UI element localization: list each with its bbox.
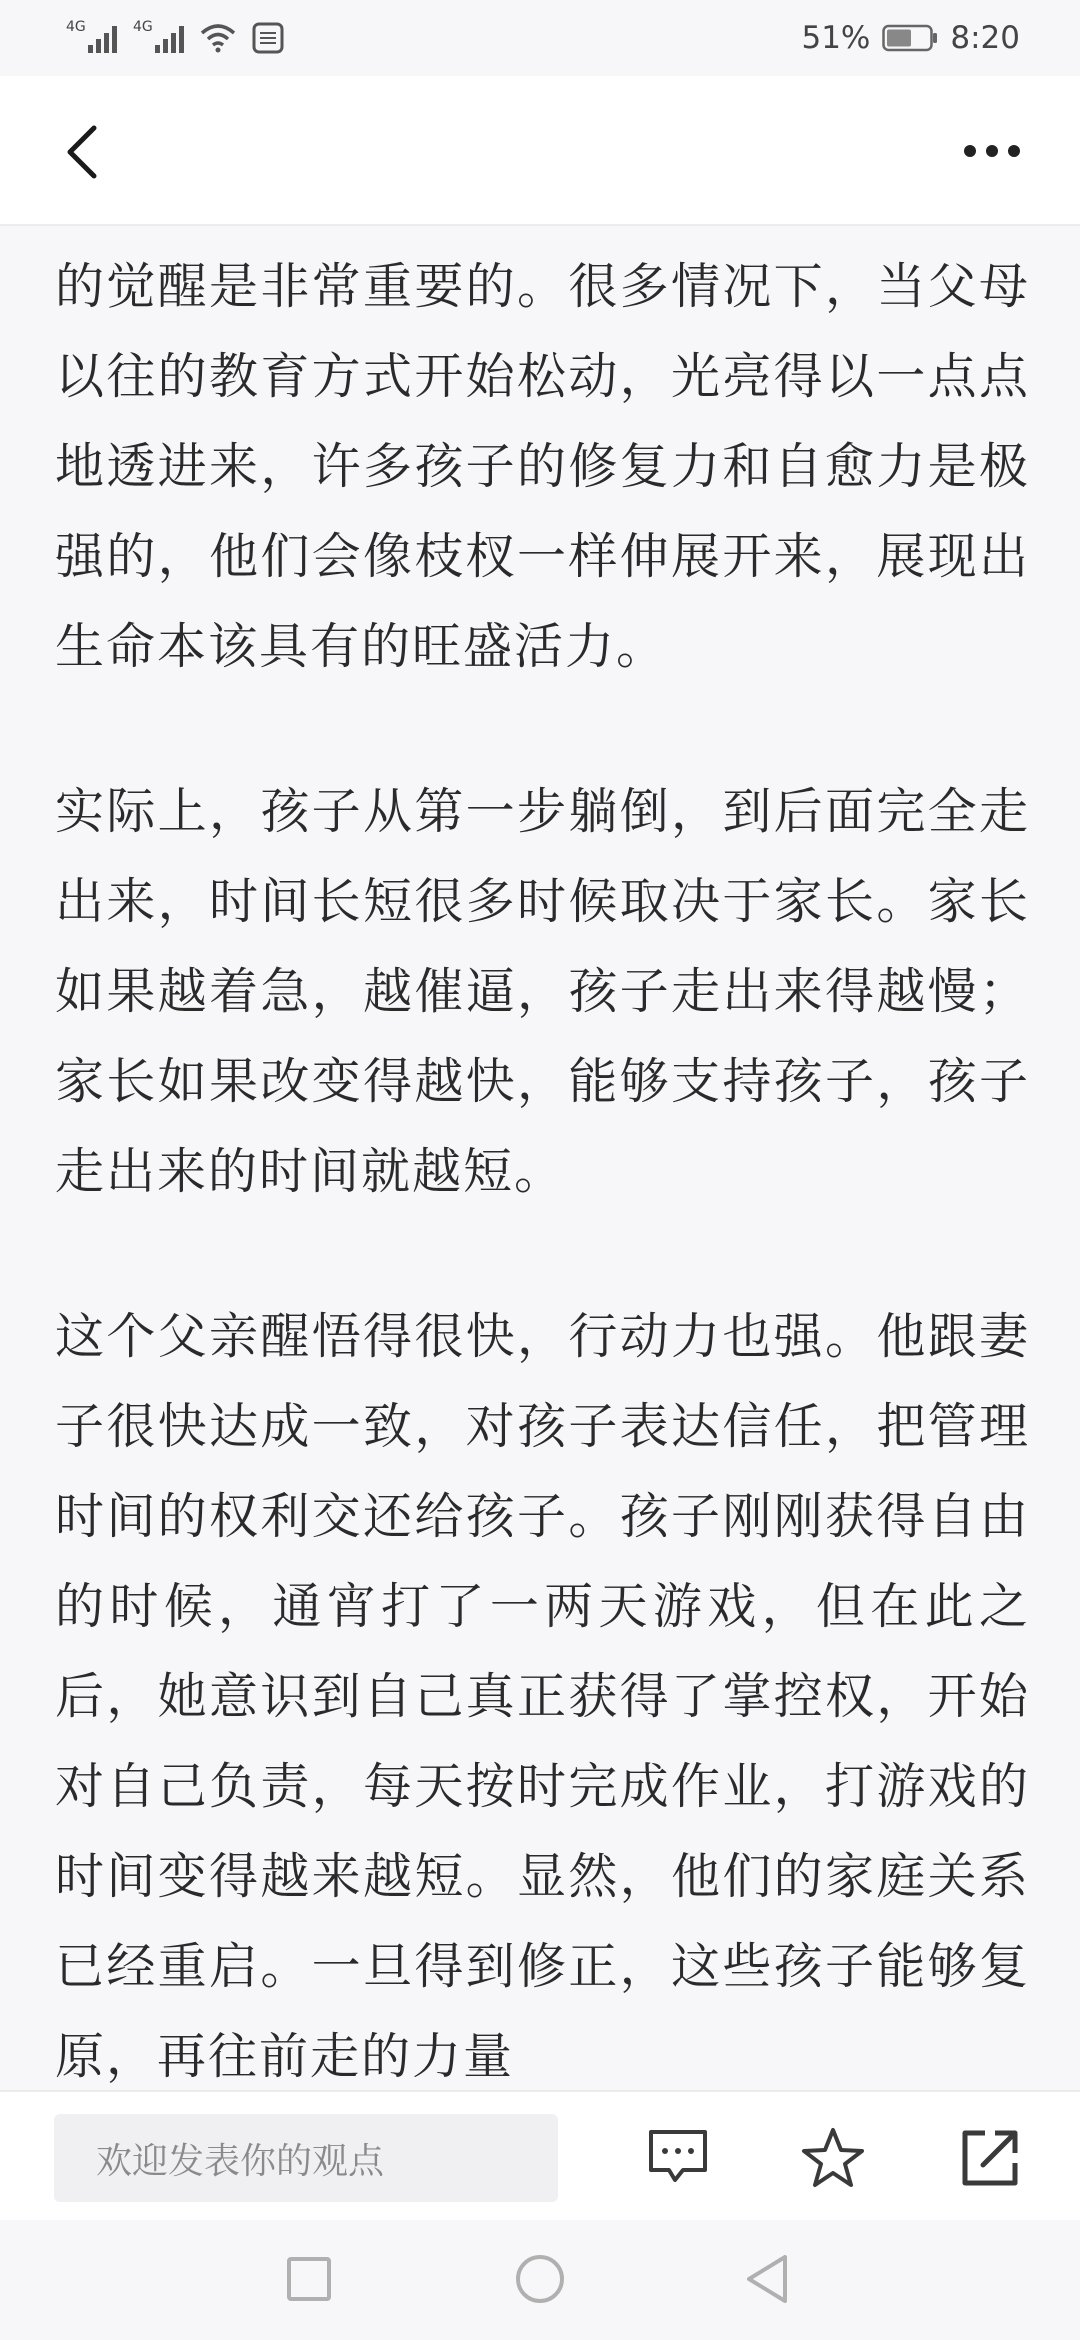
comment-input[interactable] (54, 2114, 558, 2202)
signal-label: 4G (133, 19, 153, 35)
share-button[interactable] (954, 2122, 1026, 2194)
comment-button[interactable] (642, 2122, 714, 2194)
article-paragraph: 的觉醒是非常重要的。很多情况下，当父母以往的教育方式开始松动，光亮得以一点点地透进来，许多孩子的修复力和自愈力是极强的，他们会像枝杈一样伸展开来，展现出生命本该具有的旺盛活力。 (55, 258, 1030, 675)
comment-icon (647, 2128, 709, 2188)
status-right (801, 20, 1020, 56)
battery-icon (882, 24, 938, 52)
chevron-left-icon (62, 122, 102, 182)
share-icon (959, 2127, 1021, 2189)
star-icon (800, 2126, 866, 2190)
status-bar (0, 0, 1080, 76)
article-content (0, 228, 1080, 2090)
recent-apps-button[interactable] (274, 2244, 344, 2314)
article-body[interactable] (0, 228, 1080, 2090)
wifi-icon (200, 23, 236, 53)
sim-icon (252, 22, 284, 54)
status-left (66, 19, 284, 54)
back-button[interactable] (52, 114, 112, 190)
more-dot (986, 145, 998, 157)
system-back-button[interactable] (732, 2244, 802, 2314)
more-dot (1008, 145, 1020, 157)
home-button[interactable] (505, 2244, 575, 2314)
bottom-action-bar (0, 2090, 1080, 2220)
signal-icon (66, 19, 117, 53)
more-horizontal-icon (964, 145, 976, 157)
comment-placeholder: 欢迎发表你的观点 (96, 2140, 385, 2182)
recent-apps-icon (286, 2256, 332, 2302)
clock-time: 8:20 (950, 20, 1020, 56)
system-navigation-bar (0, 2220, 1080, 2340)
article-paragraph: 实际上，孩子从第一步躺倒，到后面完全走出来，时间长短很多时候取决于家长。家长如果越着急，越催逼，孩子走出来得越慢；家长如果改变得越快，能够支持孩子，孩子走出来的时间就越短。 (55, 783, 1030, 1200)
article-paragraph: 这个父亲醒悟得很快，行动力也强。他跟妻子很快达成一致，对孩子表达信任，把管理时间的权利交还给孩子。孩子刚刚获得自由的时候，通宵打了一两天游戏，但在此之后，她意识到自己真正获得了掌控权，开始对自己负责，每天按时完成作业，打游戏的时间变得越来越短。显然，他们的家庭关系已经重启。一旦得到修正，这些孩子能够复原，再往前走的力量 (55, 1308, 1030, 2085)
top-nav-bar (0, 76, 1080, 226)
back-triangle-icon (743, 2253, 791, 2305)
signal-label: 4G (66, 19, 86, 35)
more-options-button[interactable] (952, 121, 1032, 181)
favorite-button[interactable] (797, 2122, 869, 2194)
home-icon (514, 2253, 566, 2305)
battery-percent: 51% (801, 20, 871, 56)
signal-icon (133, 19, 184, 53)
